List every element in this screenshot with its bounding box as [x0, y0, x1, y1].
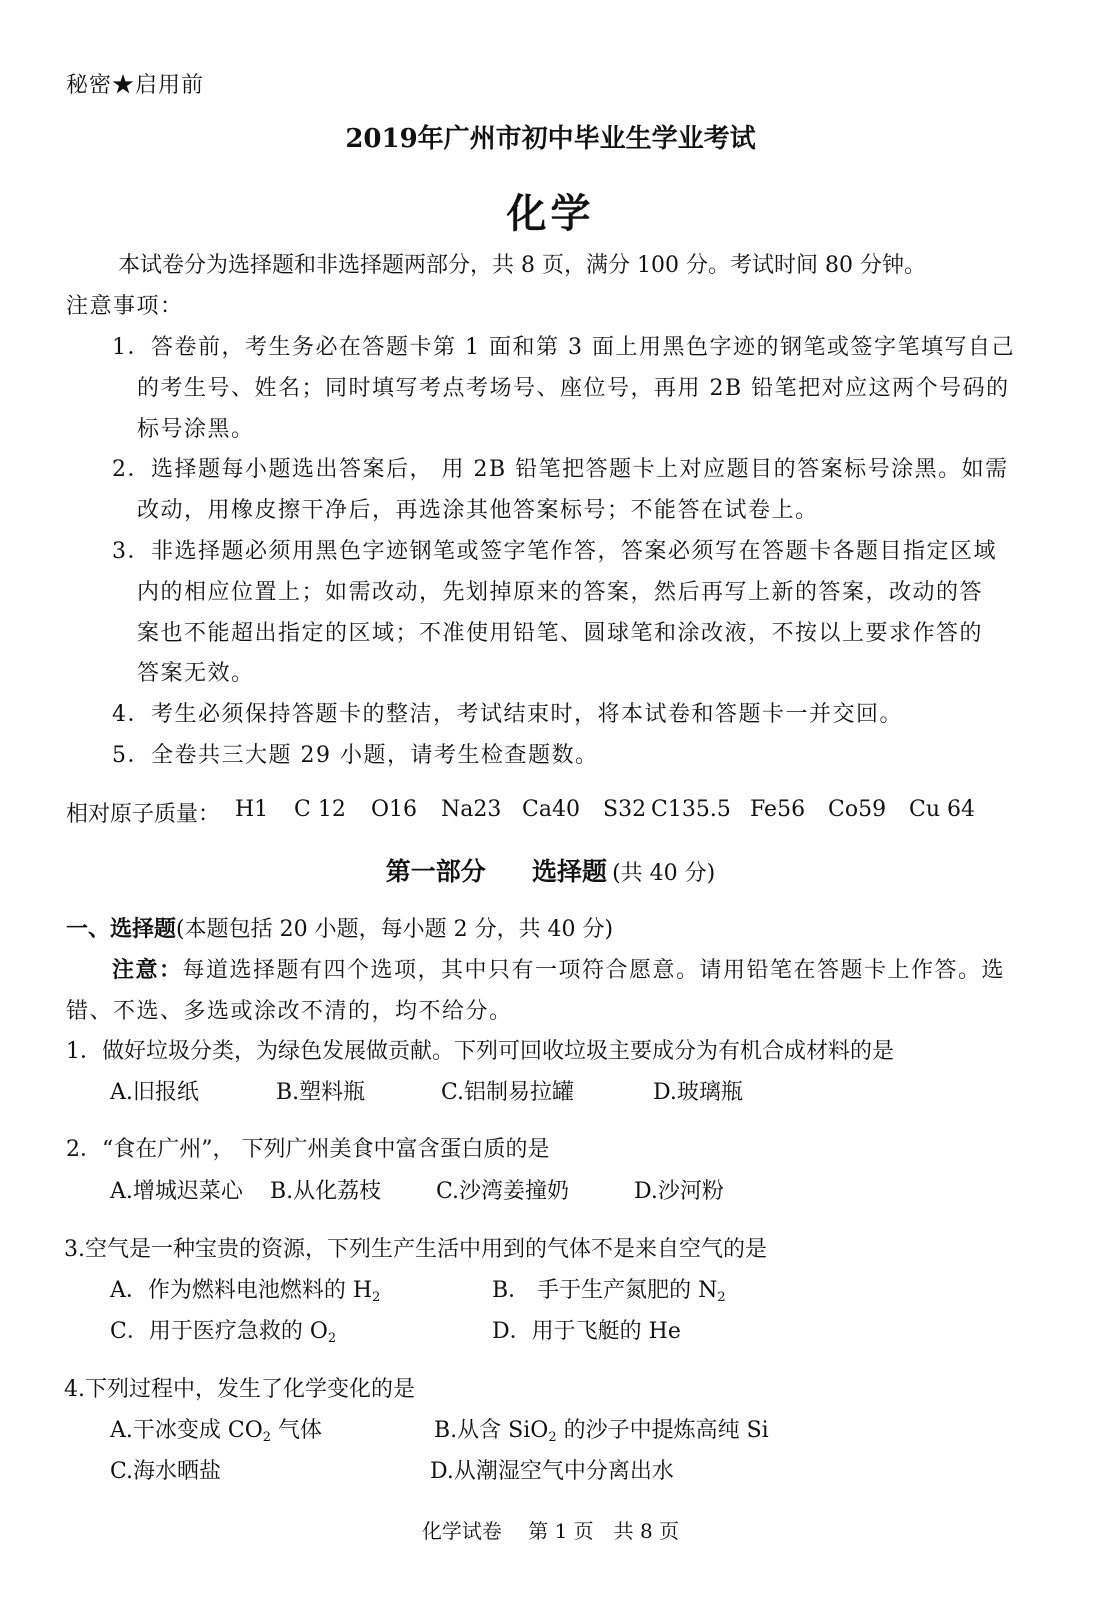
question-stem: 3.空气是一种宝贵的资源，下列生产生活中用到的气体不是来自空气的是	[64, 1237, 767, 1262]
notice-heading: 注意事项：	[66, 294, 184, 319]
atomic-mass-item: C 12	[294, 797, 346, 822]
atomic-mass-label: 相对原子质量：	[66, 802, 221, 827]
option: A．作为燃料电池燃料的 $H_2$	[110, 1278, 381, 1305]
question-stem: 1．做好垃圾分类，为绿色发展做贡献。下列可回收垃圾主要成分为有机合成材料的是	[66, 1039, 894, 1064]
notice-line: 的考生号、姓名；同时填写考点考场号、座位号，再用 2B 铅笔把对应这两个号码的	[137, 376, 1010, 401]
part-title: 第一部分	[385, 857, 486, 886]
part-name: 选择题	[531, 857, 607, 886]
notice-line: 答案无效。	[137, 661, 255, 686]
atomic-mass-item: C135.5	[651, 797, 731, 822]
section-heading	[66, 912, 613, 943]
subject-title: 化学	[506, 190, 595, 237]
option: A.旧报纸	[110, 1080, 199, 1105]
page-footer: 化学试卷 第 1 页 共 8 页	[421, 1519, 680, 1543]
option: D.玻璃瓶	[653, 1080, 743, 1105]
notice-line: 改动，用橡皮擦干净后，再选涂其他答案标号；不能答在试卷上。	[137, 498, 819, 523]
atomic-mass-item: Co59	[828, 797, 887, 822]
option: C．用于医疗急救的 $O_2$	[110, 1319, 337, 1346]
note-text: 每道选择题有四个选项，其中只有一项符合愿意。请用铅笔在答题卡上作答。选	[182, 958, 1006, 983]
section-note	[112, 953, 1005, 984]
option: D.沙河粉	[634, 1179, 724, 1204]
option: D.从潮湿空气中分离出水	[430, 1459, 674, 1484]
option: A.干冰变成 $CO_2$ 气体	[110, 1418, 323, 1445]
atomic-mass-item: O16	[371, 797, 418, 822]
option: A.增城迟菜心	[110, 1179, 243, 1204]
notice-line: 内的相应位置上；如需改动，先划掉原来的答案，然后再写上新的答案，改动的答	[137, 580, 984, 605]
option: D．用于飞艇的 He	[492, 1319, 681, 1344]
atomic-mass-item: Na23	[441, 797, 502, 822]
option: C.铝制易拉罐	[441, 1080, 575, 1105]
exam-title: 2019年广州市初中毕业生学业考试	[345, 124, 756, 154]
part-score: (共 40 分)	[612, 861, 716, 886]
option: C.海水晒盐	[110, 1459, 222, 1484]
section-note-cont: 错、不选、多选或涂改不清的，均不给分。	[66, 999, 513, 1024]
option: B.从含 SiO$_2$ 的沙子中提炼高纯 Si	[434, 1418, 769, 1445]
atomic-mass-item: Cu 64	[909, 797, 975, 822]
intro-text: 本试卷分为选择题和非选择题两部分，共 8 页，满分 100 分。考试时间 80 分钟。	[118, 253, 926, 278]
section-title: 一、选择题	[66, 916, 177, 942]
atomic-mass-item: Ca40	[522, 797, 580, 822]
notice-line: 2．选择题每小题选出答案后， 用 2B 铅笔把答题卡上对应题目的答案标号涂黑。如需	[112, 457, 1009, 482]
notice-line: 4．考生必须保持答题卡的整洁，考试结束时，将本试卷和答题卡一并交回。	[112, 702, 903, 727]
notice-line: 1．答卷前，考生务必在答题卡第 1 面和第 3 面上用黑色字迹的钢笔或签字笔填写自己	[112, 335, 1015, 360]
notice-line: 5．全卷共三大题 29 小题，请考生检查题数。	[112, 743, 599, 768]
question-stem: 2．“食在广州”， 下列广州美食中富含蛋白质的是	[66, 1137, 550, 1162]
secret-mark: 秘密★启用前	[66, 73, 205, 98]
notice-line: 标号涂黑。	[137, 417, 255, 442]
atomic-mass-item: H1	[235, 797, 269, 822]
notice-line: 3．非选择题必须用黑色字迹钢笔或签字笔作答，答案必须写在答题卡各题目指定区域	[112, 539, 997, 564]
section-detail: (本题包括 20 小题，每小题 2 分，共 40 分)	[176, 917, 614, 942]
question-stem: 4.下列过程中，发生了化学变化的是	[64, 1377, 415, 1402]
option: B.塑料瓶	[276, 1080, 366, 1105]
option: B． 手于生产氮肥的 $N_2$	[492, 1278, 726, 1305]
note-label: 注意：	[112, 957, 183, 983]
notice-line: 案也不能超出指定的区域；不准使用铅笔、圆球笔和涂改液，不按以上要求作答的	[137, 621, 984, 646]
part-heading	[0, 852, 1101, 888]
option: B.从化荔枝	[270, 1179, 382, 1204]
atomic-mass-item: S32	[603, 797, 647, 822]
option: C.沙湾姜撞奶	[436, 1179, 570, 1204]
atomic-mass-item: Fe56	[750, 797, 806, 822]
